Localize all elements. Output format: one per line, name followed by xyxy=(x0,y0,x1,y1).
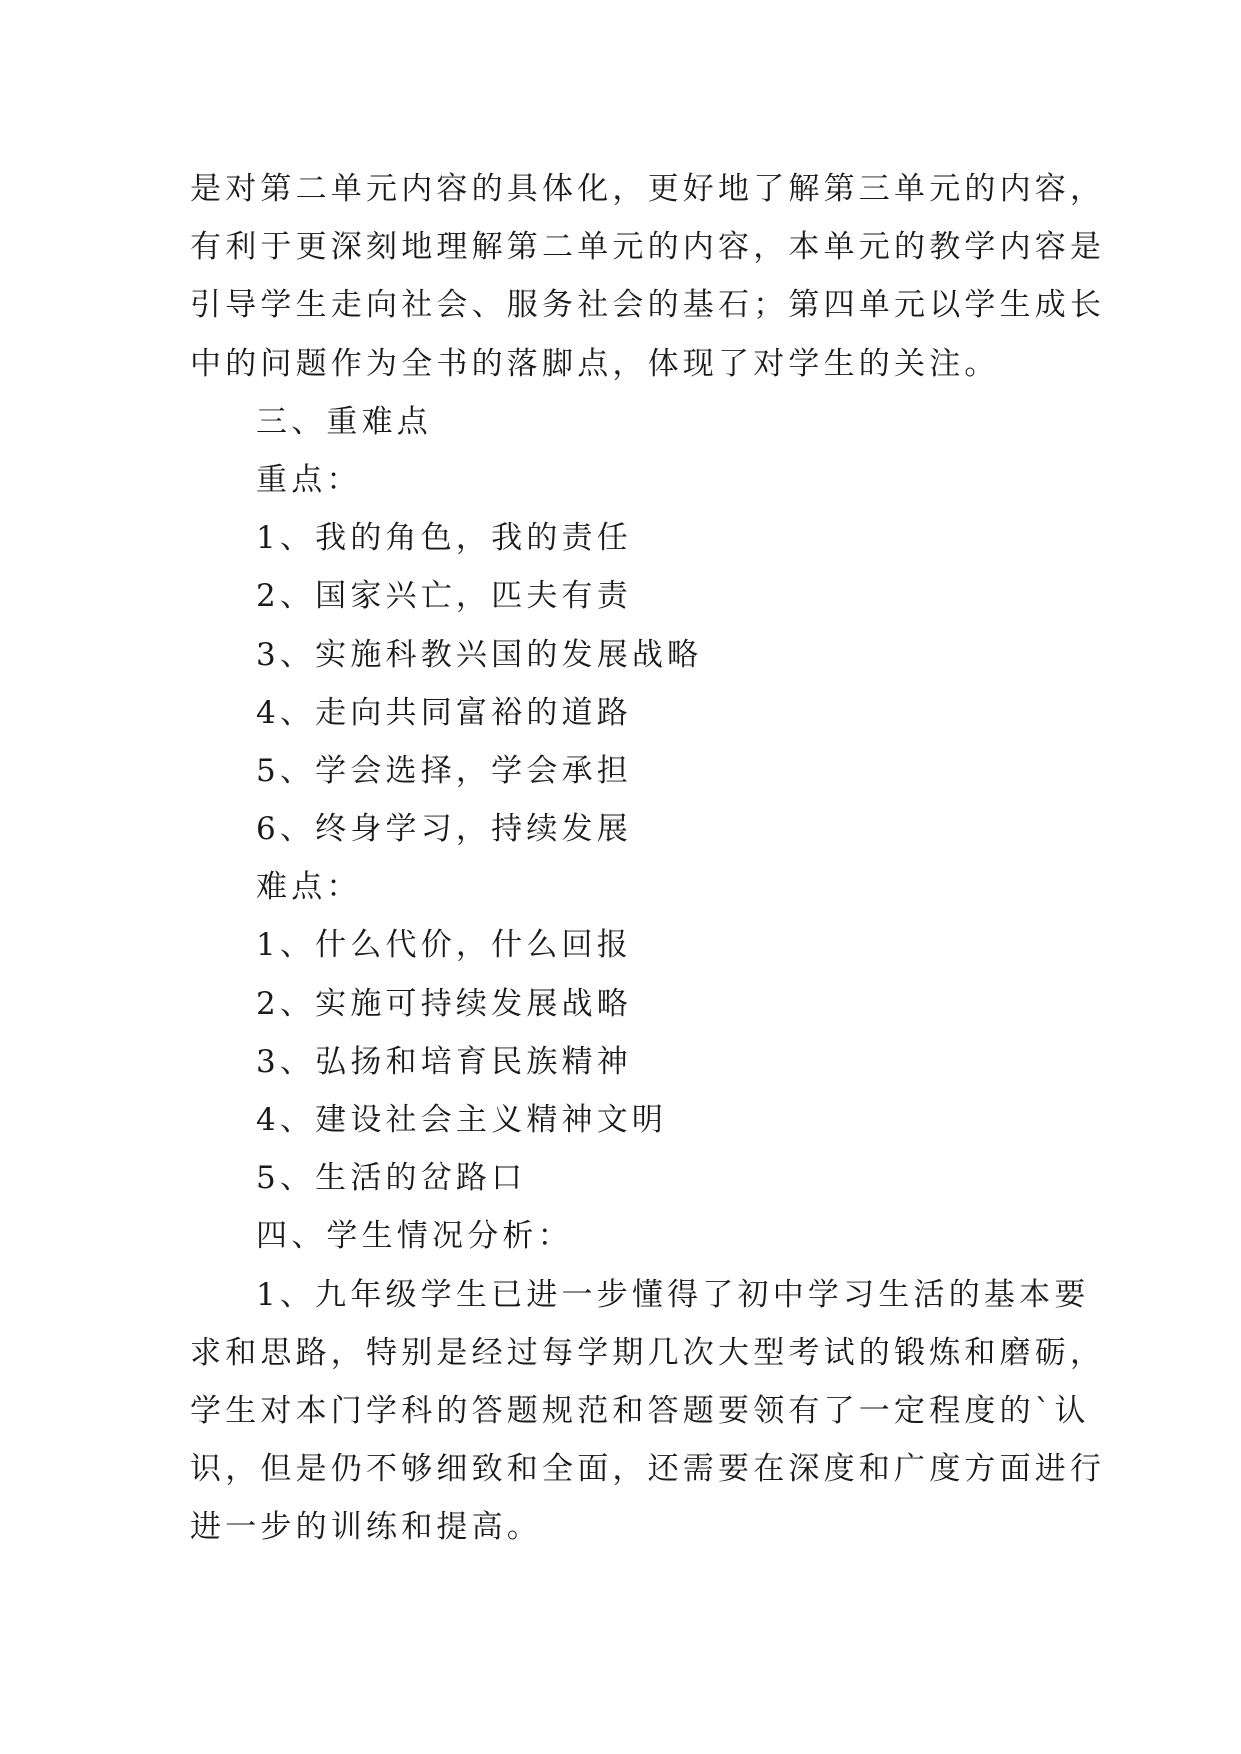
list-item: 3、实施科教兴国的发展战略 xyxy=(256,636,703,673)
list-item: 5、学会选择，学会承担 xyxy=(256,752,632,789)
paragraph-line: 1、九年级学生已进一步懂得了初中学习生活的基本要 xyxy=(256,1276,1090,1313)
list-item: 4、走向共同富裕的道路 xyxy=(256,694,632,731)
list-item: 2、国家兴亡，匹夫有责 xyxy=(256,578,632,615)
paragraph-line: 求和思路，特别是经过每学期几次大型考试的锻炼和磨砺， xyxy=(190,1334,1106,1371)
paragraph-line: 中的问题作为全书的落脚点，体现了对学生的关注。 xyxy=(190,345,1000,382)
list-item: 6、终身学习，持续发展 xyxy=(256,811,632,848)
list-item: 1、什么代价，什么回报 xyxy=(256,927,632,964)
list-item: 5、生活的岔路口 xyxy=(256,1160,527,1197)
document-body xyxy=(190,160,1106,1557)
list-item: 4、建设社会主义精神文明 xyxy=(256,1102,668,1138)
section-heading-key-points: 三、重难点 xyxy=(256,403,432,440)
list-item: 3、弘扬和培育民族精神 xyxy=(256,1043,632,1080)
paragraph-line: 学生对本门学科的答题规范和答题要领有了一定程度的`认 xyxy=(190,1392,1090,1429)
subheading-difficulties: 难点： xyxy=(256,869,362,906)
paragraph-line: 进一步的训练和提高。 xyxy=(190,1509,542,1546)
paragraph-line: 识，但是仍不够细致和全面，还需要在深度和广度方面进行 xyxy=(190,1451,1106,1488)
section-heading-student-analysis: 四、学生情况分析： xyxy=(256,1218,573,1255)
list-item: 1、我的角色，我的责任 xyxy=(256,520,632,557)
subheading-focus: 重点： xyxy=(256,461,362,498)
paragraph-line: 有利于更深刻地理解第二单元的内容，本单元的教学内容是 xyxy=(190,229,1106,266)
paragraph-line: 引导学生走向社会、服务社会的基石；第四单元以学生成长 xyxy=(190,287,1106,324)
paragraph-line: 是对第二单元内容的具体化，更好地了解第三单元的内容， xyxy=(190,171,1106,207)
list-item: 2、实施可持续发展战略 xyxy=(256,985,632,1022)
